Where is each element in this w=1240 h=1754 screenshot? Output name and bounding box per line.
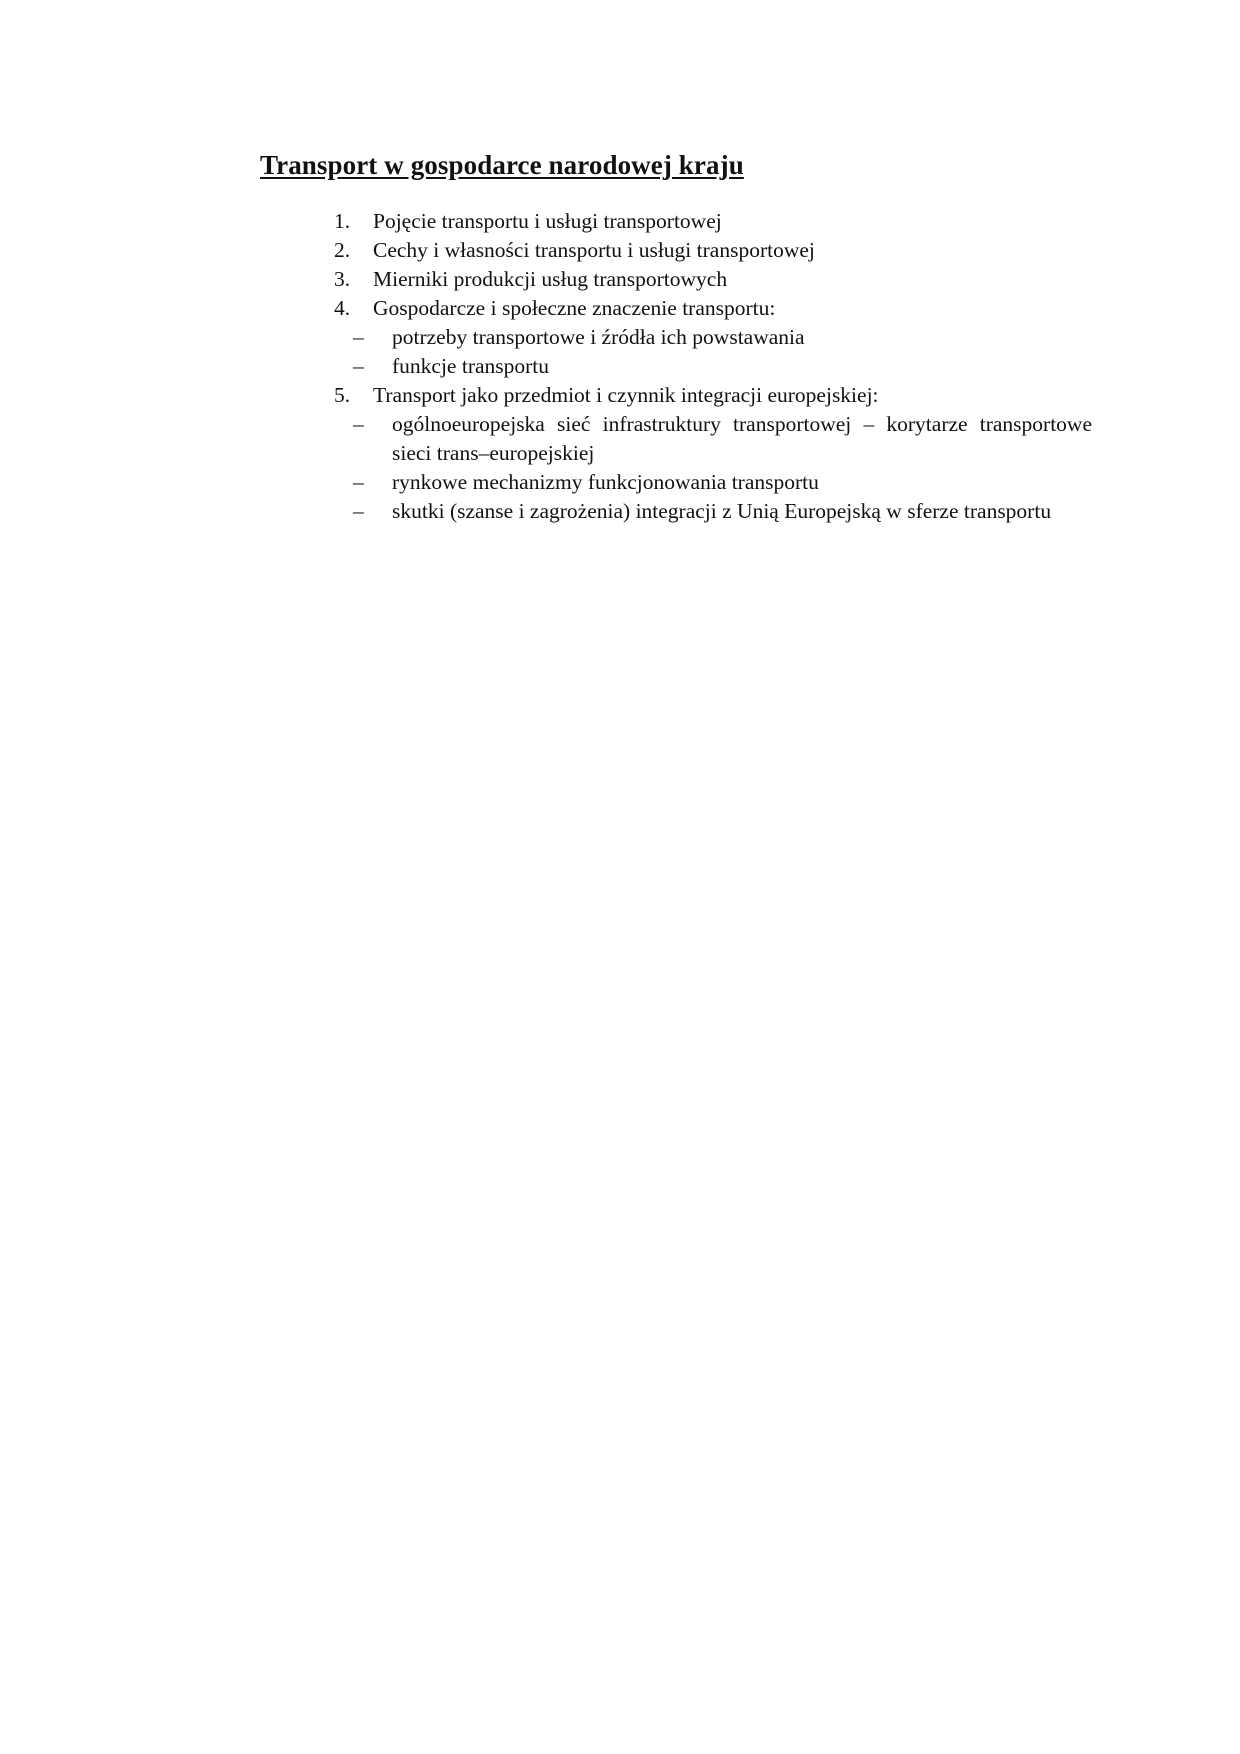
- item-text: Mierniki produkcji usług transportowych: [373, 267, 728, 291]
- item-number: 4.: [334, 296, 351, 320]
- sub-list-item: [0, 352, 1092, 381]
- sub-list-item: [0, 323, 1092, 352]
- list-item: [0, 381, 1093, 410]
- sub-item-text: ogólnoeuropejska sieć infrastruktury transportowej – korytarze transportowe sieci trans–europejskiej: [392, 412, 1092, 465]
- dash-bullet: –: [353, 470, 364, 494]
- dash-bullet: –: [353, 412, 364, 436]
- list-item: [0, 207, 1093, 236]
- dash-bullet: –: [353, 325, 364, 349]
- item-number: 3.: [334, 267, 351, 291]
- item-number: 5.: [334, 383, 351, 407]
- sub-item-text: rynkowe mechanizmy funkcjonowania transportu: [392, 470, 819, 494]
- dash-bullet: –: [353, 354, 364, 378]
- list-item: [0, 294, 1093, 323]
- numbered-outline: [0, 207, 1240, 526]
- sub-list-item: [0, 410, 1092, 468]
- list-item: [0, 236, 1093, 265]
- item-text: Transport jako przedmiot i czynnik integracji europejskiej:: [373, 383, 879, 407]
- item-text: Gospodarcze i społeczne znaczenie transportu:: [373, 296, 776, 320]
- sub-item-text: potrzeby transportowe i źródła ich powstawania: [392, 325, 805, 349]
- document-title: Transport w gospodarce narodowej kraju: [260, 150, 744, 180]
- item-text: Cechy i własności transportu i usługi transportowej: [373, 238, 815, 262]
- list-item: [0, 265, 1093, 294]
- sub-list-item: [0, 468, 1092, 497]
- sub-list-item: [0, 497, 1092, 526]
- item-number: 2.: [334, 238, 351, 262]
- dash-bullet: –: [353, 499, 364, 523]
- sub-item-text: funkcje transportu: [392, 354, 550, 378]
- sub-item-text: skutki (szanse i zagrożenia) integracji z Unią Europejską w sferze transportu: [392, 499, 1052, 523]
- item-text: Pojęcie transportu i usługi transportowej: [373, 209, 722, 233]
- item-number: 1.: [334, 209, 351, 233]
